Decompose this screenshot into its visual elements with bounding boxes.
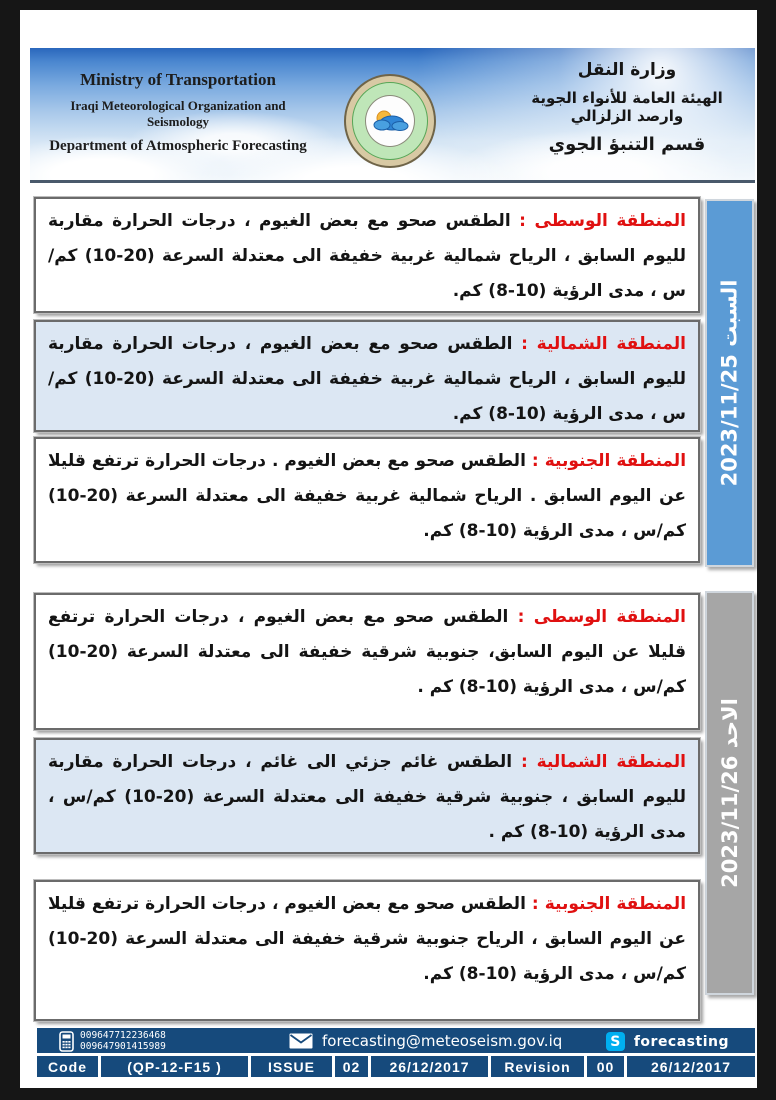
- skype-block: [606, 1032, 729, 1051]
- ministry-title-en: Ministry of Transportation: [80, 70, 276, 89]
- date-bar-saturday: [705, 199, 754, 567]
- department-title-en: Department of Atmospheric Forecasting: [49, 138, 307, 154]
- revision-cell-number: 00: [587, 1056, 627, 1077]
- header-banner: [30, 48, 755, 183]
- region-label-central: المنطقة الوسطى :: [519, 211, 686, 231]
- email-address: forecasting@meteoseism.gov.iq: [322, 1032, 563, 1050]
- forecast-box-northern-sat: [34, 320, 700, 432]
- header-english-block: [44, 70, 312, 155]
- department-title-ar: قسم التنبؤ الجوي: [548, 134, 706, 155]
- region-label-northern: المنطقة الشمالية :: [521, 334, 686, 354]
- logo-center: [365, 95, 415, 147]
- email-icon: [289, 1033, 313, 1049]
- footer-band: [37, 1028, 755, 1077]
- phone-number-2: 009647901415989: [80, 1041, 166, 1053]
- phone-block: [59, 1030, 166, 1053]
- forecast-text-northern-sat: الطقس صحو مع بعض الغيوم ، درجات الحرارة مقاربة لليوم السابق ، الرياح شمالية غربية خفيفة الى معتدلة السرعة (20-10) كم/س ، مدى الرؤية (10-8) كم.: [48, 334, 686, 424]
- forecast-text-northern-sun: الطقس غائم جزئي الى غائم ، درجات الحرارة مقاربة لليوم السابق ، جنوبية شرقية خفيفة الى معتدلة السرعة (20-10) كم/س ، مدى الرؤية (10-8) كم .: [48, 752, 687, 842]
- phone-number-1: 009647712236468: [80, 1030, 166, 1041]
- document-code-row: [37, 1053, 755, 1077]
- contact-row: [37, 1028, 755, 1056]
- region-label-northern: المنطقة الشمالية :: [520, 752, 687, 772]
- organization-title-ar: الهيئة العامة للأنواء الجوية وارصد الزلزالي: [531, 89, 723, 125]
- forecast-text-southern-sun: الطقس صحو مع بعض الغيوم ، درجات الحرارة ترتفع قليلا عن اليوم السابق ، الرياح جنوبية شرقية خفيفة الى معتدلة السرعة (20-10) كم/س ، مدى الرؤية (10-8) كم.: [48, 894, 686, 984]
- document-page: [20, 10, 757, 1088]
- region-label-central: المنطقة الوسطى :: [517, 607, 686, 627]
- forecast-text-southern-sat: الطقس صحو مع بعض الغيوم . درجات الحرارة ترتفع قليلا عن اليوم السابق . الرياح شمالية غربية خفيفة الى معتدلة السرعة (20-10) كم/س ، مدى الرؤية (10-8) كم.: [48, 451, 686, 541]
- region-label-southern: المنطقة الجنوبية :: [531, 894, 687, 914]
- forecast-box-northern-sun: [34, 738, 700, 854]
- date-label-sunday: الاحد 2023/11/26: [717, 698, 742, 888]
- issue-cell-label: ISSUE: [251, 1056, 335, 1077]
- date-label-saturday: السبت 2023/11/25: [717, 279, 742, 487]
- header-arabic-block: [507, 60, 747, 155]
- skype-username: forecasting: [633, 1033, 729, 1050]
- forecast-box-central-sat: [34, 197, 700, 313]
- forecast-text-central-sat: الطقس صحو مع بعض الغيوم ، درجات الحرارة مقاربة لليوم السابق ، الرياح شمالية غربية خفيفة الى معتدلة السرعة (20-10) كم/س ، مدى الرؤية (10-8) كم.: [48, 211, 686, 301]
- phone-icon: [59, 1031, 74, 1052]
- forecast-box-central-sun: [34, 593, 700, 730]
- revision-cell-label: Revision: [491, 1056, 587, 1077]
- date-bar-sunday: [705, 591, 754, 995]
- issue-cell-number: 02: [335, 1056, 371, 1077]
- organization-title-en: Iraqi Meteorological Organization and Seismology: [70, 98, 286, 129]
- email-block: [289, 1032, 562, 1050]
- forecast-text-central-sun: الطقس صحو مع بعض الغيوم ، درجات الحرارة ترتفع قليلا عن اليوم السابق، جنوبية شرقية خفيفة الى معتدلة السرعة (20-10) كم/س ، مدى الرؤية (10-8) كم .: [48, 607, 686, 697]
- ministry-title-ar: وزارة النقل: [577, 60, 677, 80]
- organization-logo: [344, 74, 436, 168]
- code-cell-label: Code: [37, 1056, 101, 1077]
- code-cell-value: (QP-12-F15 ): [101, 1056, 251, 1077]
- forecast-box-southern-sun: [34, 880, 700, 1021]
- skype-icon: S: [606, 1032, 625, 1051]
- cloud-sun-icon: [370, 109, 410, 133]
- forecast-box-southern-sat: [34, 437, 700, 563]
- region-label-southern: المنطقة الجنوبية :: [531, 451, 687, 471]
- issue-cell-date: 26/12/2017: [371, 1056, 491, 1077]
- phone-numbers: [80, 1030, 166, 1053]
- revision-cell-date: 26/12/2017: [650, 1058, 732, 1075]
